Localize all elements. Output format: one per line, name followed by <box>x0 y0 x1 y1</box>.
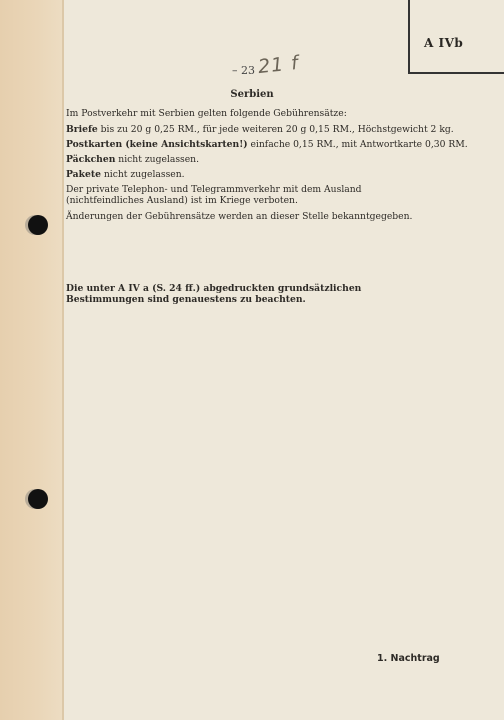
pakete-label: Pakete <box>66 169 101 180</box>
paeckchen-label: Päckchen <box>66 154 116 165</box>
intro-line <box>66 108 446 119</box>
footer-nachtrag: 1. Nachtrag <box>377 653 440 664</box>
binding-strip <box>0 0 62 720</box>
pakete-line <box>66 169 446 180</box>
postkarten-label: Postkarten (keine Ansichtskarten!) <box>66 139 248 150</box>
intro-text: Im Postverkehr mit Serbien gelten folgende Gebührensätze: <box>66 108 347 119</box>
telephon-paragraph <box>66 184 440 206</box>
punch-hole-bottom <box>28 489 48 509</box>
handwritten-number: 21 f <box>256 51 300 79</box>
page-number: – 23 <box>232 64 255 77</box>
postkarten-text: einfache 0,15 RM., mit Antwortkarte 0,30 RM. <box>247 139 468 150</box>
pakete-text: nicht zugelassen. <box>100 169 185 180</box>
postkarten-line <box>66 139 468 150</box>
aenderungen-line <box>66 211 446 222</box>
notice-paragraph: Die unter A IV a (S. 24 ff.) abgedruckten grundsätzlichen Bestimmungen sind genauestens zu beachten. <box>66 283 362 305</box>
punch-hole-top <box>28 215 48 235</box>
paeckchen-text: nicht zugelassen. <box>115 154 200 165</box>
briefe-label: Briefe <box>66 124 98 135</box>
telephon-text: Der private Telephon- und Telegrammverkehr mit dem Ausland (nichtfeindliches Ausland) ist im Kriege verboten. <box>66 184 362 206</box>
briefe-line <box>66 124 454 135</box>
section-code: A IVb <box>424 36 464 50</box>
paeckchen-line <box>66 154 446 165</box>
aenderungen-text: Änderungen der Gebührensätze werden an dieser Stelle bekanntgegeben. <box>66 211 413 222</box>
briefe-text: bis zu 20 g 0,25 RM., für jede weiteren 20 g 0,15 RM., Höchstgewicht 2 kg. <box>97 124 454 135</box>
binding-strip-edge <box>62 0 64 720</box>
page-title: Serbien <box>230 89 274 100</box>
